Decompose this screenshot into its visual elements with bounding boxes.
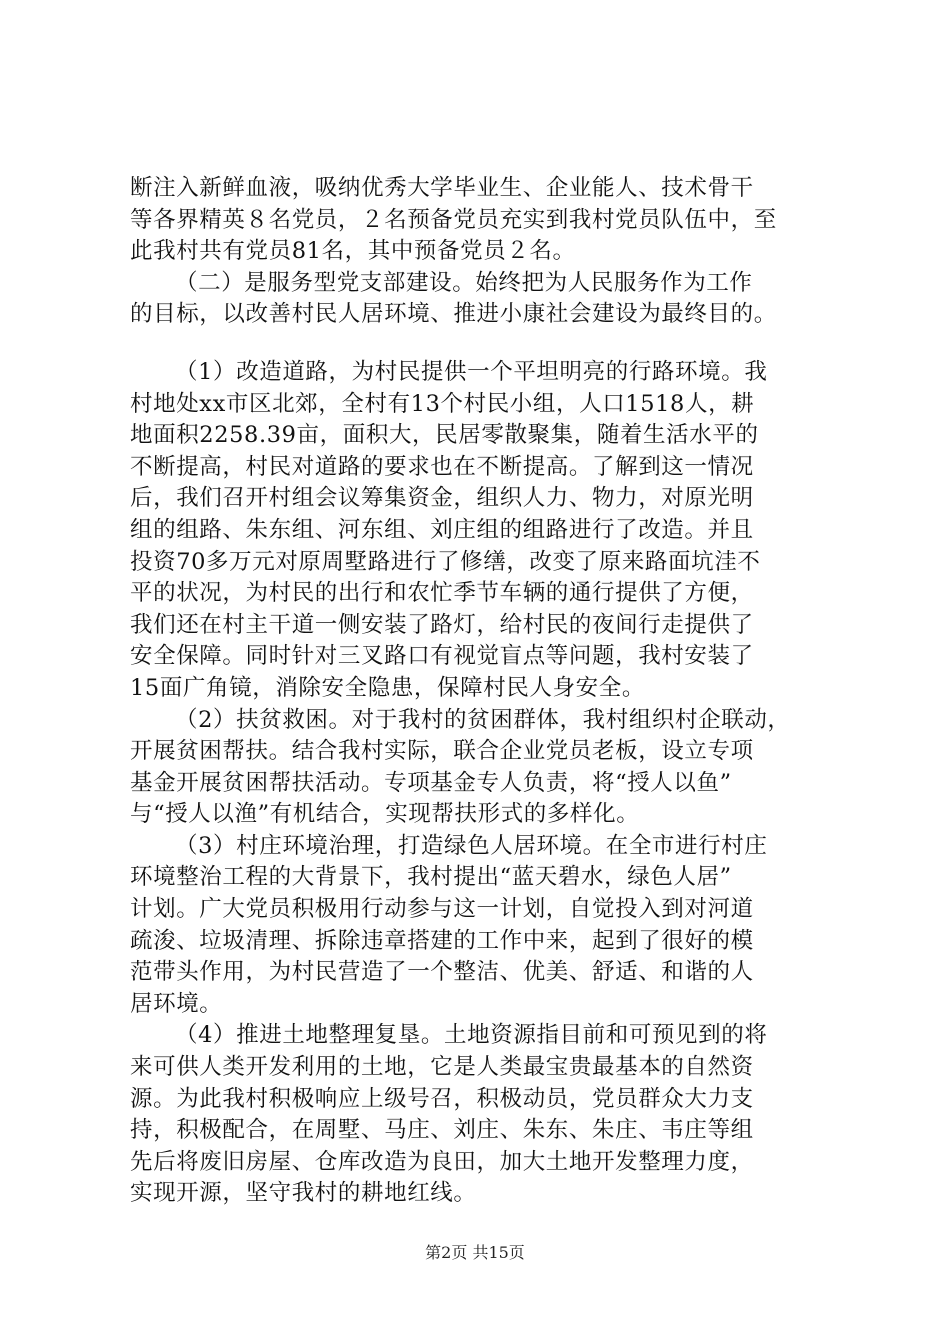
- text-line: 村地处xx市区北郊，全村有13个村民小组，人口1518人，耕: [130, 390, 755, 417]
- text-line: 开展贫困帮扶。结合我村实际，联合企业党员老板，设立专项: [130, 738, 754, 765]
- page-number-footer: 第2页 共15页: [425, 1243, 525, 1262]
- text-line: 后，我们召开村组会议筹集资金，组织人力、物力，对原光明: [130, 485, 754, 512]
- paragraph-start-line: （1）改造道路，为村民提供一个平坦明亮的行路环境。我: [175, 358, 768, 385]
- text-line: 基金开展贫困帮扶活动。专项基金专人负责，将“授人以鱼”: [130, 769, 732, 796]
- text-line: 15面广角镜，消除安全隐患，保障村民人身安全。: [130, 674, 645, 701]
- text-line: 与“授人以渔”有机结合，实现帮扶形式的多样化。: [130, 801, 640, 828]
- text-line: 范带头作用，为村民营造了一个整洁、优美、舒适、和谐的人: [130, 959, 754, 986]
- paragraph-start-line: （2）扶贫救困。对于我村的贫困群体，我村组织村企联动，: [175, 706, 791, 733]
- text-line: 持，积极配合，在周墅、马庄、刘庄、朱东、朱庄、韦庄等组: [130, 1117, 754, 1144]
- paragraph-start-line: （4）推进土地整理复垦。土地资源指目前和可预见到的将: [175, 1022, 768, 1049]
- text-line: 此我村共有党员81名，其中预备党员２名。: [130, 238, 576, 265]
- paragraph-start-line: （3）村庄环境治理，打造绿色人居环境。在全市进行村庄: [175, 832, 768, 859]
- text-line: 先后将废旧房屋、仓库改造为良田，加大土地开发整理力度，: [130, 1148, 754, 1175]
- text-line: 我们还在村主干道一侧安装了路灯，给村民的夜间行走提供了: [130, 611, 754, 638]
- text-line: 环境整治工程的大背景下，我村提出“蓝天碧水，绿色人居”: [130, 864, 732, 891]
- paragraph-start-line: （二）是服务型党支部建设。始终把为人民服务作为工作: [175, 269, 753, 296]
- text-line: 的目标，以改善村民人居环境、推进小康社会建设为最终目的。: [130, 301, 777, 328]
- text-line: 居环境。: [130, 990, 223, 1017]
- text-line: 组的组路、朱东组、河东组、刘庄组的组路进行了改造。并且: [130, 516, 754, 543]
- text-line: 安全保障。同时针对三叉路口有视觉盲点等问题，我村安装了: [130, 643, 754, 670]
- document-body: [130, 173, 840, 1210]
- text-line: 地面积2258.39亩，面积大，民居零散聚集，随着生活水平的: [130, 422, 759, 449]
- text-line: 源。为此我村积极响应上级号召，积极动员，党员群众大力支: [130, 1085, 754, 1112]
- text-line: 平的状况，为村民的出行和农忙季节车辆的通行提供了方便，: [130, 580, 754, 607]
- text-line: 等各界精英８名党员，２名预备党员充实到我村党员队伍中，至: [130, 206, 777, 233]
- text-line: 实现开源，坚守我村的耕地红线。: [130, 1180, 477, 1207]
- text-line: 来可供人类开发利用的土地，它是人类最宝贵最基本的自然资: [130, 1054, 754, 1081]
- text-line: 不断提高，村民对道路的要求也在不断提高。了解到这一情况: [130, 453, 754, 480]
- text-line: 疏浚、垃圾清理、拆除违章搭建的工作中来，起到了很好的模: [130, 927, 754, 954]
- paragraph-gap: [130, 331, 840, 357]
- text-line: 断注入新鲜血液，吸纳优秀大学毕业生、企业能人、技术骨干: [130, 175, 754, 201]
- text-line: 计划。广大党员积极用行动参与这一计划，自觉投入到对河道: [130, 896, 754, 923]
- text-line: 投资70多万元对原周墅路进行了修缮，改变了原来路面坑洼不: [130, 548, 761, 575]
